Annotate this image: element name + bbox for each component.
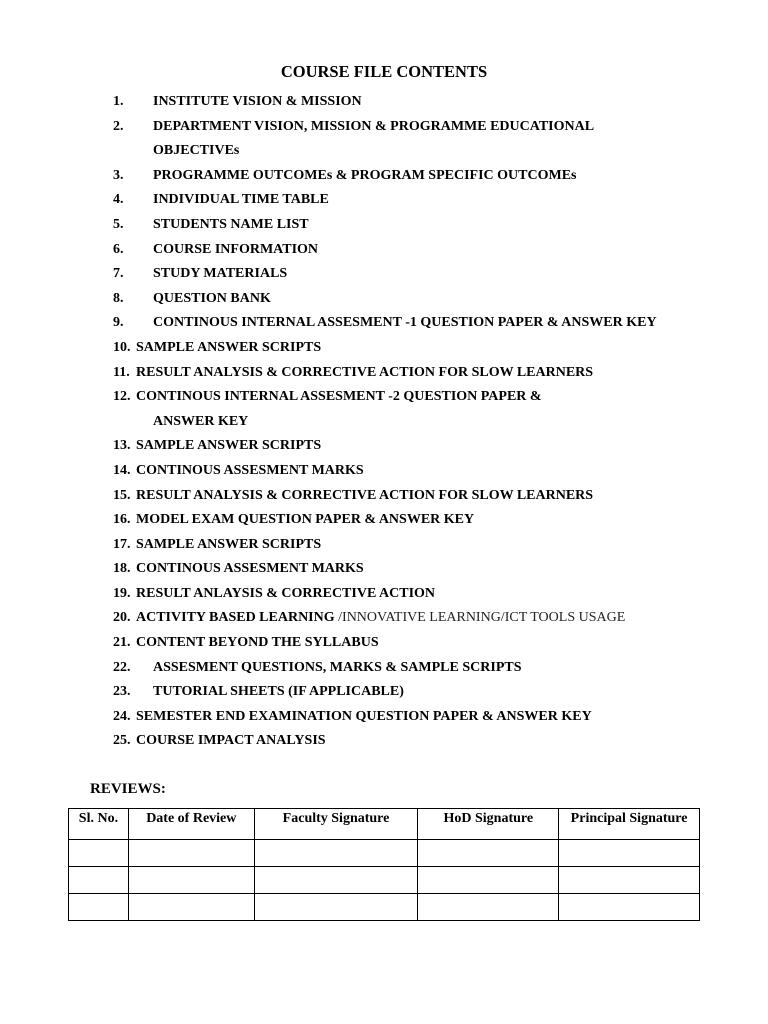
reviews-table [68, 808, 700, 921]
list-item [0, 705, 768, 730]
list-item [0, 115, 768, 164]
column-header-date-of-review: Date of Review [128, 809, 254, 840]
table-cell [128, 894, 254, 921]
table-cell [418, 840, 559, 867]
table-cell [128, 840, 254, 867]
item-number: 8. [113, 290, 124, 306]
table-cell [418, 867, 559, 894]
item-text: CONTINOUS INTERNAL ASSESMENT -2 QUESTION PAPER & [136, 389, 542, 405]
item-text: DEPARTMENT VISION, MISSION & PROGRAMME EDUCATIONAL [153, 118, 595, 134]
table-row [69, 867, 700, 894]
table-cell [254, 840, 418, 867]
item-text: INDIVIDUAL TIME TABLE [153, 192, 329, 208]
item-number: 5. [113, 216, 124, 232]
list-item [0, 361, 768, 386]
list-item [0, 533, 768, 558]
list-item [0, 656, 768, 681]
item-text: SAMPLE ANSWER SCRIPTS [136, 438, 322, 454]
list-item [0, 90, 768, 115]
item-number: 18. [113, 561, 131, 577]
table-cell [559, 840, 700, 867]
column-header-sl-no: Sl. No. [69, 809, 129, 840]
item-text: ASSESMENT QUESTIONS, MARKS & SAMPLE SCRIPTS [153, 659, 522, 675]
item-text-continuation: OBJECTIVEs [153, 143, 240, 159]
list-item [0, 164, 768, 189]
item-number: 15. [113, 487, 131, 503]
item-number: 24. [113, 708, 131, 724]
item-number: 10. [113, 339, 131, 355]
item-text: MODEL EXAM QUESTION PAPER & ANSWER KEY [136, 512, 475, 528]
table-cell [69, 840, 129, 867]
list-item [0, 213, 768, 238]
item-text: SAMPLE ANSWER SCRIPTS [136, 536, 322, 552]
item-text: CONTINOUS ASSESMENT MARKS [136, 561, 364, 577]
item-number: 11. [113, 364, 130, 380]
list-item [0, 459, 768, 484]
item-number: 19. [113, 585, 131, 601]
item-text: STUDY MATERIALS [153, 266, 288, 282]
item-number: 9. [113, 315, 124, 331]
table-cell [69, 894, 129, 921]
table-cell [69, 867, 129, 894]
list-item [0, 287, 768, 312]
list-item [0, 729, 768, 754]
item-number: 25. [113, 733, 131, 749]
list-item [0, 311, 768, 336]
page-title: COURSE FILE CONTENTS [280, 62, 488, 81]
list-item [0, 434, 768, 459]
item-text: RESULT ANLAYSIS & CORRECTIVE ACTION [136, 585, 436, 601]
item-number: 4. [113, 192, 124, 208]
item-text: SEMESTER END EXAMINATION QUESTION PAPER & ANSWER KEY [136, 708, 592, 724]
item-text: QUESTION BANK [153, 290, 271, 306]
table-row [69, 894, 700, 921]
item-text: CONTINOUS ASSESMENT MARKS [136, 462, 364, 478]
item-number: 13. [113, 438, 131, 454]
list-item [0, 582, 768, 607]
item-text: TUTORIAL SHEETS (IF APPLICABLE) [153, 684, 404, 700]
item-number: 1. [113, 94, 124, 109]
list-item [0, 606, 768, 631]
table-row [69, 840, 700, 867]
list-item [0, 238, 768, 263]
item-text: RESULT ANALYSIS & CORRECTIVE ACTION FOR SLOW LEARNERS [136, 364, 594, 380]
item-text-continuation: ANSWER KEY [153, 413, 249, 429]
list-item [0, 262, 768, 287]
item-number: 22. [113, 659, 131, 675]
table-cell [559, 894, 700, 921]
table-cell [254, 867, 418, 894]
table-header-row [69, 809, 700, 840]
item-number: 20. [113, 610, 131, 626]
item-text: STUDENTS NAME LIST [153, 216, 309, 232]
item-number: 16. [113, 512, 131, 528]
item-number: 2. [113, 118, 124, 134]
item-text: INSTITUTE VISION & MISSION [153, 94, 362, 109]
item-text: PROGRAMME OUTCOMEs & PROGRAM SPECIFIC OUTCOMEs [153, 167, 577, 183]
item-text: COURSE INFORMATION [153, 241, 319, 257]
contents-list [0, 90, 768, 754]
item-number: 17. [113, 536, 131, 552]
table-cell [418, 894, 559, 921]
table-cell [128, 867, 254, 894]
item-text: CONTINOUS INTERNAL ASSESMENT -1 QUESTION PAPER & ANSWER KEY [153, 315, 657, 331]
list-item [0, 188, 768, 213]
list-item [0, 631, 768, 656]
list-item [0, 557, 768, 582]
list-item [0, 680, 768, 705]
item-number: 3. [113, 167, 124, 183]
list-item [0, 484, 768, 509]
item-text: SAMPLE ANSWER SCRIPTS [136, 339, 322, 355]
list-item [0, 385, 768, 434]
item-text-secondary: /INNOVATIVE LEARNING/ICT TOOLS USAGE [338, 610, 626, 626]
item-number: 12. [113, 389, 131, 405]
item-text: COURSE IMPACT ANALYSIS [136, 733, 326, 749]
item-number: 23. [113, 684, 131, 700]
item-text-main: ACTIVITY BASED LEARNING [136, 610, 339, 626]
item-number: 7. [113, 266, 124, 282]
column-header-hod-signature: HoD Signature [418, 809, 559, 840]
column-header-principal-signature: Principal Signature [559, 809, 700, 840]
item-text [136, 606, 625, 631]
column-header-faculty-signature: Faculty Signature [254, 809, 418, 840]
item-number: 21. [113, 635, 131, 651]
item-number: 14. [113, 462, 131, 478]
list-item [0, 508, 768, 533]
table-cell [559, 867, 700, 894]
table-cell [254, 894, 418, 921]
reviews-heading: REVIEWS: [90, 781, 166, 797]
list-item [0, 336, 768, 361]
item-text: CONTENT BEYOND THE SYLLABUS [136, 635, 379, 651]
item-number: 6. [113, 241, 124, 257]
item-text: RESULT ANALYSIS & CORRECTIVE ACTION FOR SLOW LEARNERS [136, 487, 594, 503]
